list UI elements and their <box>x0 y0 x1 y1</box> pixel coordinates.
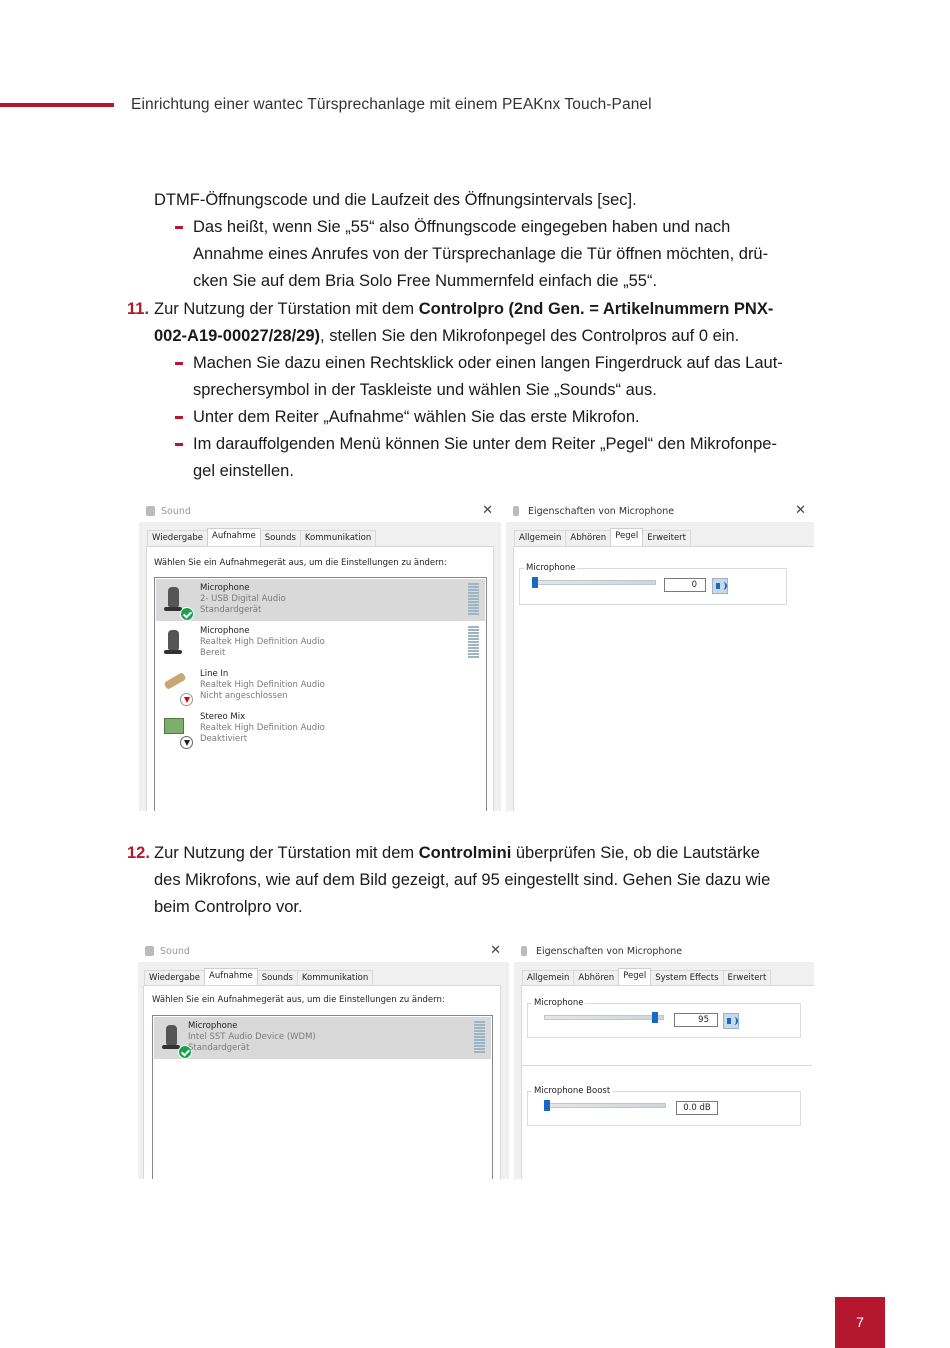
microphone-level-label: Microphone <box>526 563 576 573</box>
item-11-line1: Zur Nutzung der Türstation mit dem Controlpro (2nd Gen. = Artikelnummern PNX- <box>154 300 774 318</box>
microphone-boost-track[interactable] <box>544 1103 666 1108</box>
tab-wiedergabe[interactable]: Wiedergabe <box>147 530 208 546</box>
close-icon[interactable]: ✕ <box>795 503 806 518</box>
properties-title: Eigenschaften von Microphone <box>528 506 675 517</box>
microphone-level-group <box>527 1003 801 1038</box>
item-11-bullet2: Unter dem Reiter „Aufnahme“ wählen Sie das erste Mikrofon. <box>193 408 640 426</box>
item-11-bullet3-line2: gel einstellen. <box>193 462 294 480</box>
unplugged-icon <box>180 693 193 706</box>
intro-paragraph: DTMF-Öffnungscode und die Laufzeit des Öffnungsintervals [sec]. <box>154 191 637 209</box>
microphone-small-icon <box>521 946 527 956</box>
microphone-level-slider[interactable] <box>652 1012 658 1023</box>
device-name: Microphone <box>200 583 250 593</box>
disabled-icon <box>180 736 193 749</box>
device-status: Nicht angeschlossen <box>200 691 288 701</box>
properties-title-bar <box>514 940 814 962</box>
device-status: Standardgerät <box>188 1043 250 1053</box>
device-name: Microphone <box>188 1021 238 1031</box>
device-name: Stereo Mix <box>200 712 246 722</box>
list-item[interactable] <box>156 579 485 621</box>
properties-dialog-screenshot-1 <box>506 500 814 811</box>
device-name: Line In <box>200 669 229 679</box>
page-header-title: Einrichtung einer wantec Türsprechanlage mit einem PEAKnx Touch-Panel <box>131 96 652 113</box>
properties-dialog-screenshot-2 <box>514 940 814 1179</box>
sound-title: Sound <box>161 506 191 517</box>
bullet-dash <box>175 226 183 229</box>
sound-title-bar <box>138 940 509 962</box>
tab-sounds[interactable]: Sounds <box>257 970 298 986</box>
microphone-small-icon <box>513 506 519 516</box>
item-11-bullet1-line1: Machen Sie dazu einen Rechtsklick oder einen langen Fingerdruck auf das Laut- <box>193 354 783 372</box>
line-in-icon <box>162 671 190 701</box>
separator <box>522 1065 812 1066</box>
list-item[interactable] <box>156 708 485 750</box>
list-item[interactable] <box>154 1017 491 1059</box>
sound-hint: Wählen Sie ein Aufnahmegerät aus, um die Einstellungen zu ändern: <box>152 995 445 1005</box>
microphone-icon <box>162 585 190 615</box>
device-driver: Realtek High Definition Audio <box>200 723 325 733</box>
microphone-level-track[interactable] <box>544 1015 664 1020</box>
speaker-icon[interactable] <box>712 578 728 594</box>
item-12-line1: Zur Nutzung der Türstation mit dem Controlmini überprüfen Sie, ob die Lautstärke <box>154 844 760 862</box>
device-name: Microphone <box>200 626 250 636</box>
sound-hint: Wählen Sie ein Aufnahmegerät aus, um die Einstellungen zu ändern: <box>154 558 447 568</box>
tab-erweitert[interactable]: Erweitert <box>723 970 772 986</box>
device-driver: Intel SST Audio Device (WDM) <box>188 1032 316 1042</box>
tab-abhoeren[interactable]: Abhören <box>565 530 611 546</box>
level-meter <box>474 1021 485 1054</box>
tab-system-effects[interactable]: System Effects <box>650 970 723 986</box>
checkmark-icon <box>180 607 194 621</box>
tab-abhoeren[interactable]: Abhören <box>573 970 619 986</box>
bullet-dtmf-line1: Das heißt, wenn Sie „55“ also Öffnungscode eingegeben haben und nach <box>193 218 731 236</box>
level-meter <box>468 626 479 659</box>
close-icon[interactable]: ✕ <box>482 503 493 518</box>
tab-kommunikation[interactable]: Kommunikation <box>297 970 373 986</box>
microphone-level-group <box>519 568 787 605</box>
microphone-level-track[interactable] <box>532 580 656 585</box>
bullet-dtmf-line2: Annahme eines Anrufes von der Türsprechanlage die Tür öffnen möchten, drü- <box>193 245 769 263</box>
microphone-level-value[interactable]: 95 <box>674 1013 718 1027</box>
sound-tabs <box>147 530 375 546</box>
sound-tabs <box>144 970 372 986</box>
header-accent-line <box>0 103 114 107</box>
device-list[interactable] <box>152 1015 493 1179</box>
sound-dialog-screenshot-1 <box>139 500 501 811</box>
microphone-level-slider[interactable] <box>532 577 538 588</box>
close-icon[interactable]: ✕ <box>490 943 501 958</box>
device-status: Standardgerät <box>200 605 262 615</box>
bullet-dash <box>175 416 183 419</box>
properties-title: Eigenschaften von Microphone <box>536 946 683 957</box>
list-item[interactable] <box>156 622 485 664</box>
device-list[interactable] <box>154 577 487 811</box>
microphone-level-label: Microphone <box>534 998 584 1008</box>
sound-dialog-screenshot-2 <box>138 940 509 1179</box>
page-number: 7 <box>835 1297 885 1348</box>
level-meter <box>468 583 479 616</box>
item-12-line3: beim Controlpro vor. <box>154 898 303 916</box>
list-item[interactable] <box>156 665 485 707</box>
pegel-tab-body <box>521 985 814 1179</box>
device-driver: Realtek High Definition Audio <box>200 680 325 690</box>
tab-aufnahme[interactable]: Aufnahme <box>207 528 261 546</box>
sound-title-bar <box>139 500 501 522</box>
microphone-boost-group <box>527 1091 801 1126</box>
sound-app-icon <box>145 946 154 956</box>
sound-tab-body <box>143 985 501 1179</box>
properties-tabs <box>522 970 770 986</box>
device-driver: 2- USB Digital Audio <box>200 594 286 604</box>
item-11-bullet3-line1: Im darauffolgenden Menü können Sie unter dem Reiter „Pegel“ den Mikrofonpe- <box>193 435 777 453</box>
bullet-dtmf-line3: cken Sie auf dem Bria Solo Free Nummernfeld einfach die „55“. <box>193 272 658 290</box>
bullet-dash <box>175 443 183 446</box>
device-status: Deaktiviert <box>200 734 248 744</box>
microphone-boost-value[interactable]: 0.0 dB <box>676 1101 718 1115</box>
microphone-level-value[interactable]: 0 <box>664 578 706 592</box>
tab-erweitert[interactable]: Erweitert <box>642 530 691 546</box>
sound-card-icon <box>162 714 190 744</box>
tab-aufnahme[interactable]: Aufnahme <box>204 968 258 986</box>
item-12-line2: des Mikrofons, wie auf dem Bild gezeigt, auf 95 eingestellt sind. Gehen Sie dazu wie <box>154 871 771 889</box>
list-number-11: 11. <box>127 300 150 318</box>
tab-pegel[interactable]: Pegel <box>618 968 651 986</box>
device-driver: Realtek High Definition Audio <box>200 637 325 647</box>
sound-title: Sound <box>160 946 190 957</box>
microphone-boost-slider[interactable] <box>544 1100 550 1111</box>
tab-allgemein[interactable]: Allgemein <box>522 970 574 986</box>
tab-allgemein[interactable]: Allgemein <box>514 530 566 546</box>
properties-tabs <box>514 530 690 546</box>
tab-pegel[interactable]: Pegel <box>610 528 643 546</box>
bullet-dash <box>175 362 183 365</box>
speaker-icon[interactable] <box>723 1013 739 1029</box>
sound-tab-body <box>146 546 494 811</box>
microphone-icon <box>160 1023 188 1053</box>
tab-sounds[interactable]: Sounds <box>260 530 301 546</box>
microphone-boost-label: Microphone Boost <box>534 1086 611 1096</box>
item-11-line2: 002-A19-00027/28/29), stellen Sie den Mikrofonpegel des Controlpros auf 0 ein. <box>154 327 740 345</box>
tab-kommunikation[interactable]: Kommunikation <box>300 530 376 546</box>
item-11-bullet1-line2: sprechersymbol in der Taskleiste und wählen Sie „Sounds“ aus. <box>193 381 657 399</box>
device-status: Bereit <box>200 648 226 658</box>
list-number-12: 12. <box>127 844 150 862</box>
microphone-icon <box>162 628 190 658</box>
properties-title-bar <box>506 500 814 522</box>
pegel-tab-body <box>513 546 814 811</box>
sound-app-icon <box>146 506 155 516</box>
tab-wiedergabe[interactable]: Wiedergabe <box>144 970 205 986</box>
